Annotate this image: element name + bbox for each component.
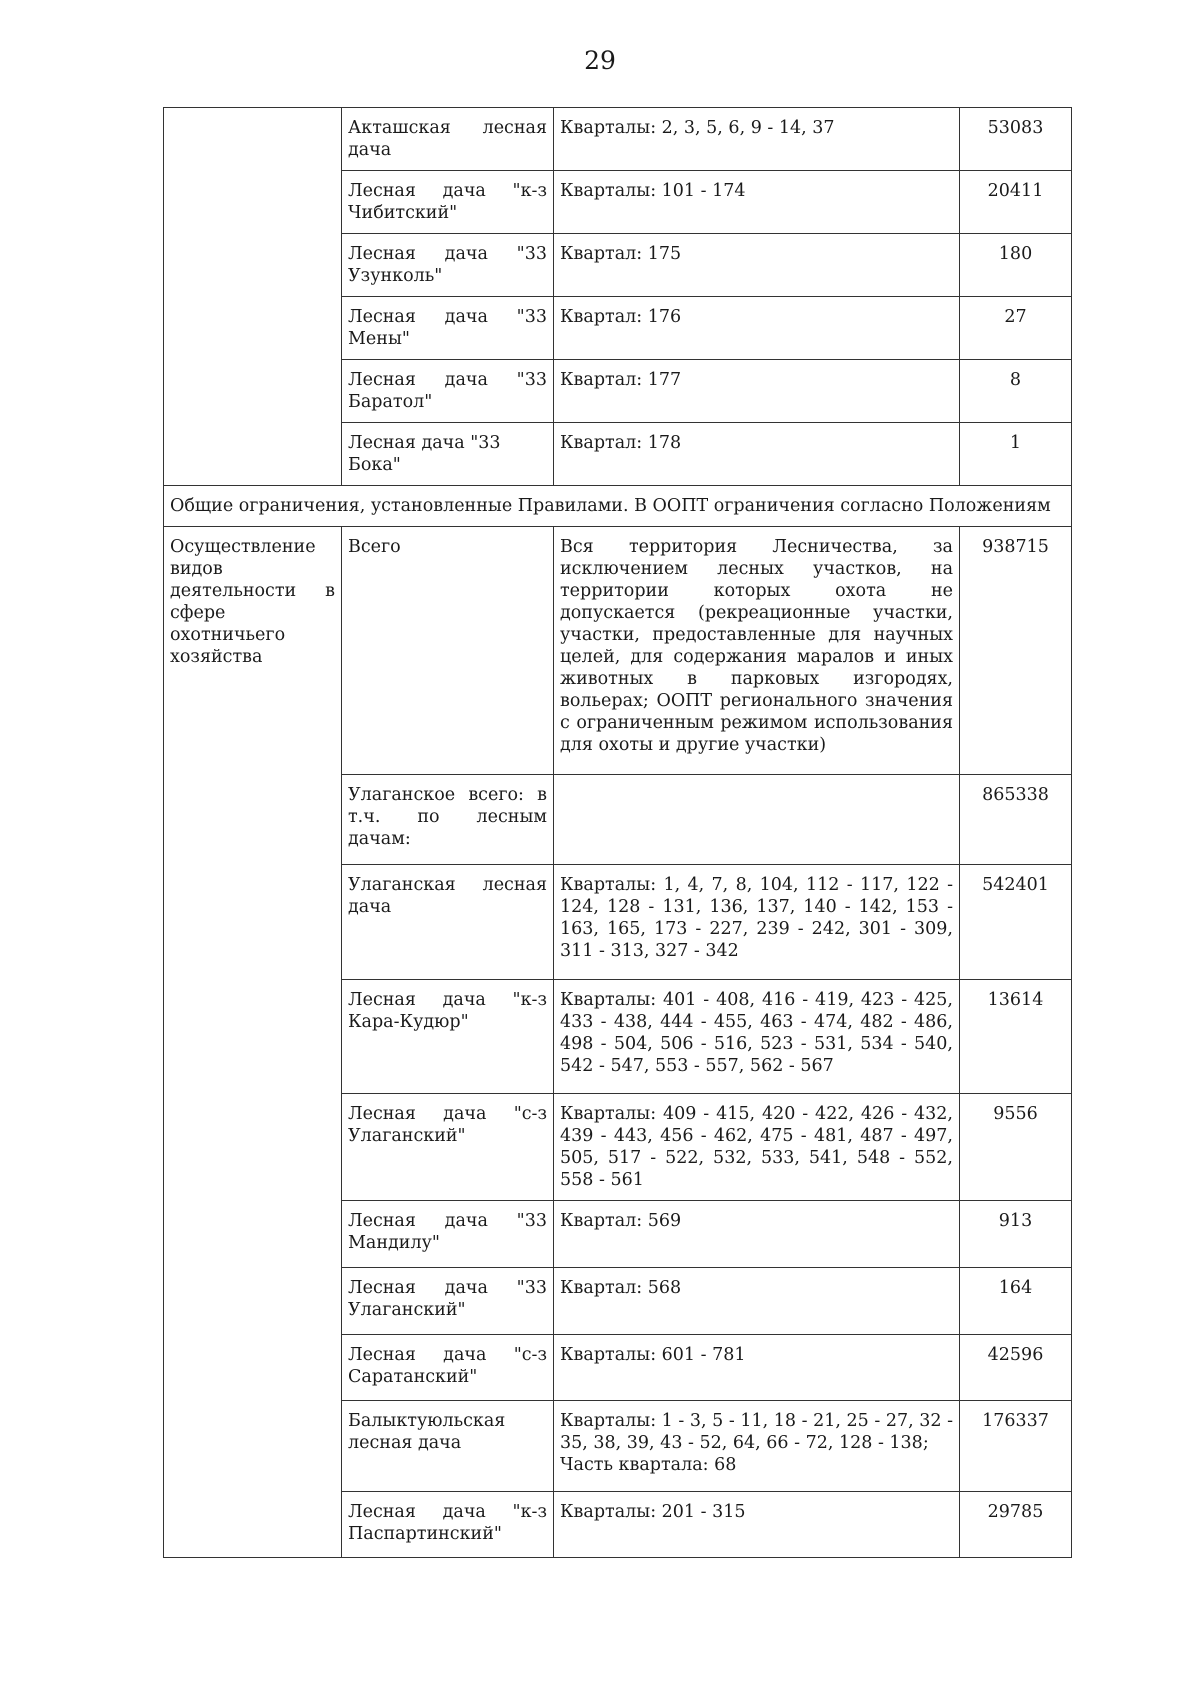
area-value: 865338 [960,775,1072,865]
forest-dacha-name: Улаганская лесная дача [342,865,554,980]
district-total-name: Улаганское всего: в т.ч. по лесным дачам: [342,775,554,865]
quarters-list: Кварталы: 201 - 315 [554,1492,960,1558]
area-value: 9556 [960,1094,1072,1201]
area-value: 42596 [960,1335,1072,1401]
area-value: 164 [960,1268,1072,1335]
forest-dacha-name: Акташская лесная дача [342,108,554,171]
forest-dacha-name: Всего [342,527,554,775]
forest-dacha-name: Лесная дача "к-з Паспартинский" [342,1492,554,1558]
area-value: 542401 [960,865,1072,980]
forest-dacha-name: Лесная дача "с-з Улаганский" [342,1094,554,1201]
forest-dacha-name: Лесная дача "33 Мены" [342,297,554,360]
quarters-list: Кварталы: 2, 3, 5, 6, 9 - 14, 37 [554,108,960,171]
restriction-note: Общие ограничения, установленные Правилами. В ООПТ ограничения согласно Положениям [164,486,1072,527]
area-value: 1 [960,423,1072,486]
area-value: 29785 [960,1492,1072,1558]
area-value: 180 [960,234,1072,297]
section-note-row [164,486,1072,527]
quarters-list [554,1401,960,1492]
area-value: 938715 [960,527,1072,775]
quarters-main: Кварталы: 1 - 3, 5 - 11, 18 - 21, 25 - 27, 32 - 35, 38, 39, 43 - 52, 64, 66 - 72, 128 - 138; [560,1411,953,1453]
area-value: 27 [960,297,1072,360]
quarters-list: Квартал: 177 [554,360,960,423]
territory-description [554,775,960,865]
forest-dacha-name: Лесная дача "33 Узунколь" [342,234,554,297]
forest-dacha-name: Лесная дача "к-з Кара-Кудюр" [342,980,554,1094]
forest-dacha-name: Балыктуюльская лесная дача [342,1401,554,1492]
quarters-list: Кварталы: 409 - 415, 420 - 422, 426 - 432, 439 - 443, 456 - 462, 475 - 481, 487 - 497, 505, 517 - 522, 532, 533, 541, 548 - 552, 558 - 561 [554,1094,960,1201]
forest-dacha-name: Лесная дача "33 Баратол" [342,360,554,423]
forest-dacha-name: Лесная дача "33 Улаганский" [342,1268,554,1335]
page-number: 29 [584,46,616,75]
forest-dacha-name: Лесная дача "33 Мандилу" [342,1201,554,1268]
area-value: 53083 [960,108,1072,171]
forest-dacha-name: Лесная дача "33 Бока" [342,423,554,486]
quarters-list: Кварталы: 401 - 408, 416 - 419, 423 - 425, 433 - 438, 444 - 455, 463 - 474, 482 - 486, 498 - 504, 506 - 516, 523 - 531, 534 - 540, 542 - 547, 553 - 557, 562 - 567 [554,980,960,1094]
area-value: 13614 [960,980,1072,1094]
forestry-restrictions-table [163,107,1072,1558]
quarters-list: Кварталы: 101 - 174 [554,171,960,234]
quarters-list: Квартал: 568 [554,1268,960,1335]
area-value: 20411 [960,171,1072,234]
quarters-list: Квартал: 175 [554,234,960,297]
area-value: 176337 [960,1401,1072,1492]
quarters-list: Квартал: 569 [554,1201,960,1268]
quarters-list: Квартал: 176 [554,297,960,360]
forest-dacha-name: Лесная дача "с-з Саратанский" [342,1335,554,1401]
forest-dacha-name: Лесная дача "к-з Чибитский" [342,171,554,234]
quarters-partial: Часть квартала: 68 [560,1455,737,1475]
territory-description: Вся территория Лесничества, за исключением лесных участков, на территории которых охота не допускается (рекреационные участки, участки, предоставленные для научных целей, для содержания маралов и иных животных в парковых изгородях, вольерах; ООПТ регионального значения с ограниченным режимом использования для охоты и другие участки) [554,527,960,775]
area-value: 8 [960,360,1072,423]
area-value: 913 [960,1201,1072,1268]
empty-activity-cell [164,108,342,486]
quarters-list: Кварталы: 1, 4, 7, 8, 104, 112 - 117, 122 - 124, 128 - 131, 136, 137, 140 - 142, 153 - 163, 165, 173 - 227, 239 - 242, 301 - 309, 311 - 313, 327 - 342 [554,865,960,980]
activity-type: Осуществление видов деятельности в сфере охотничьего хозяйства [164,527,342,1558]
table-row [164,108,1072,171]
quarters-list: Кварталы: 601 - 781 [554,1335,960,1401]
table-row [164,527,1072,775]
quarters-list: Квартал: 178 [554,423,960,486]
